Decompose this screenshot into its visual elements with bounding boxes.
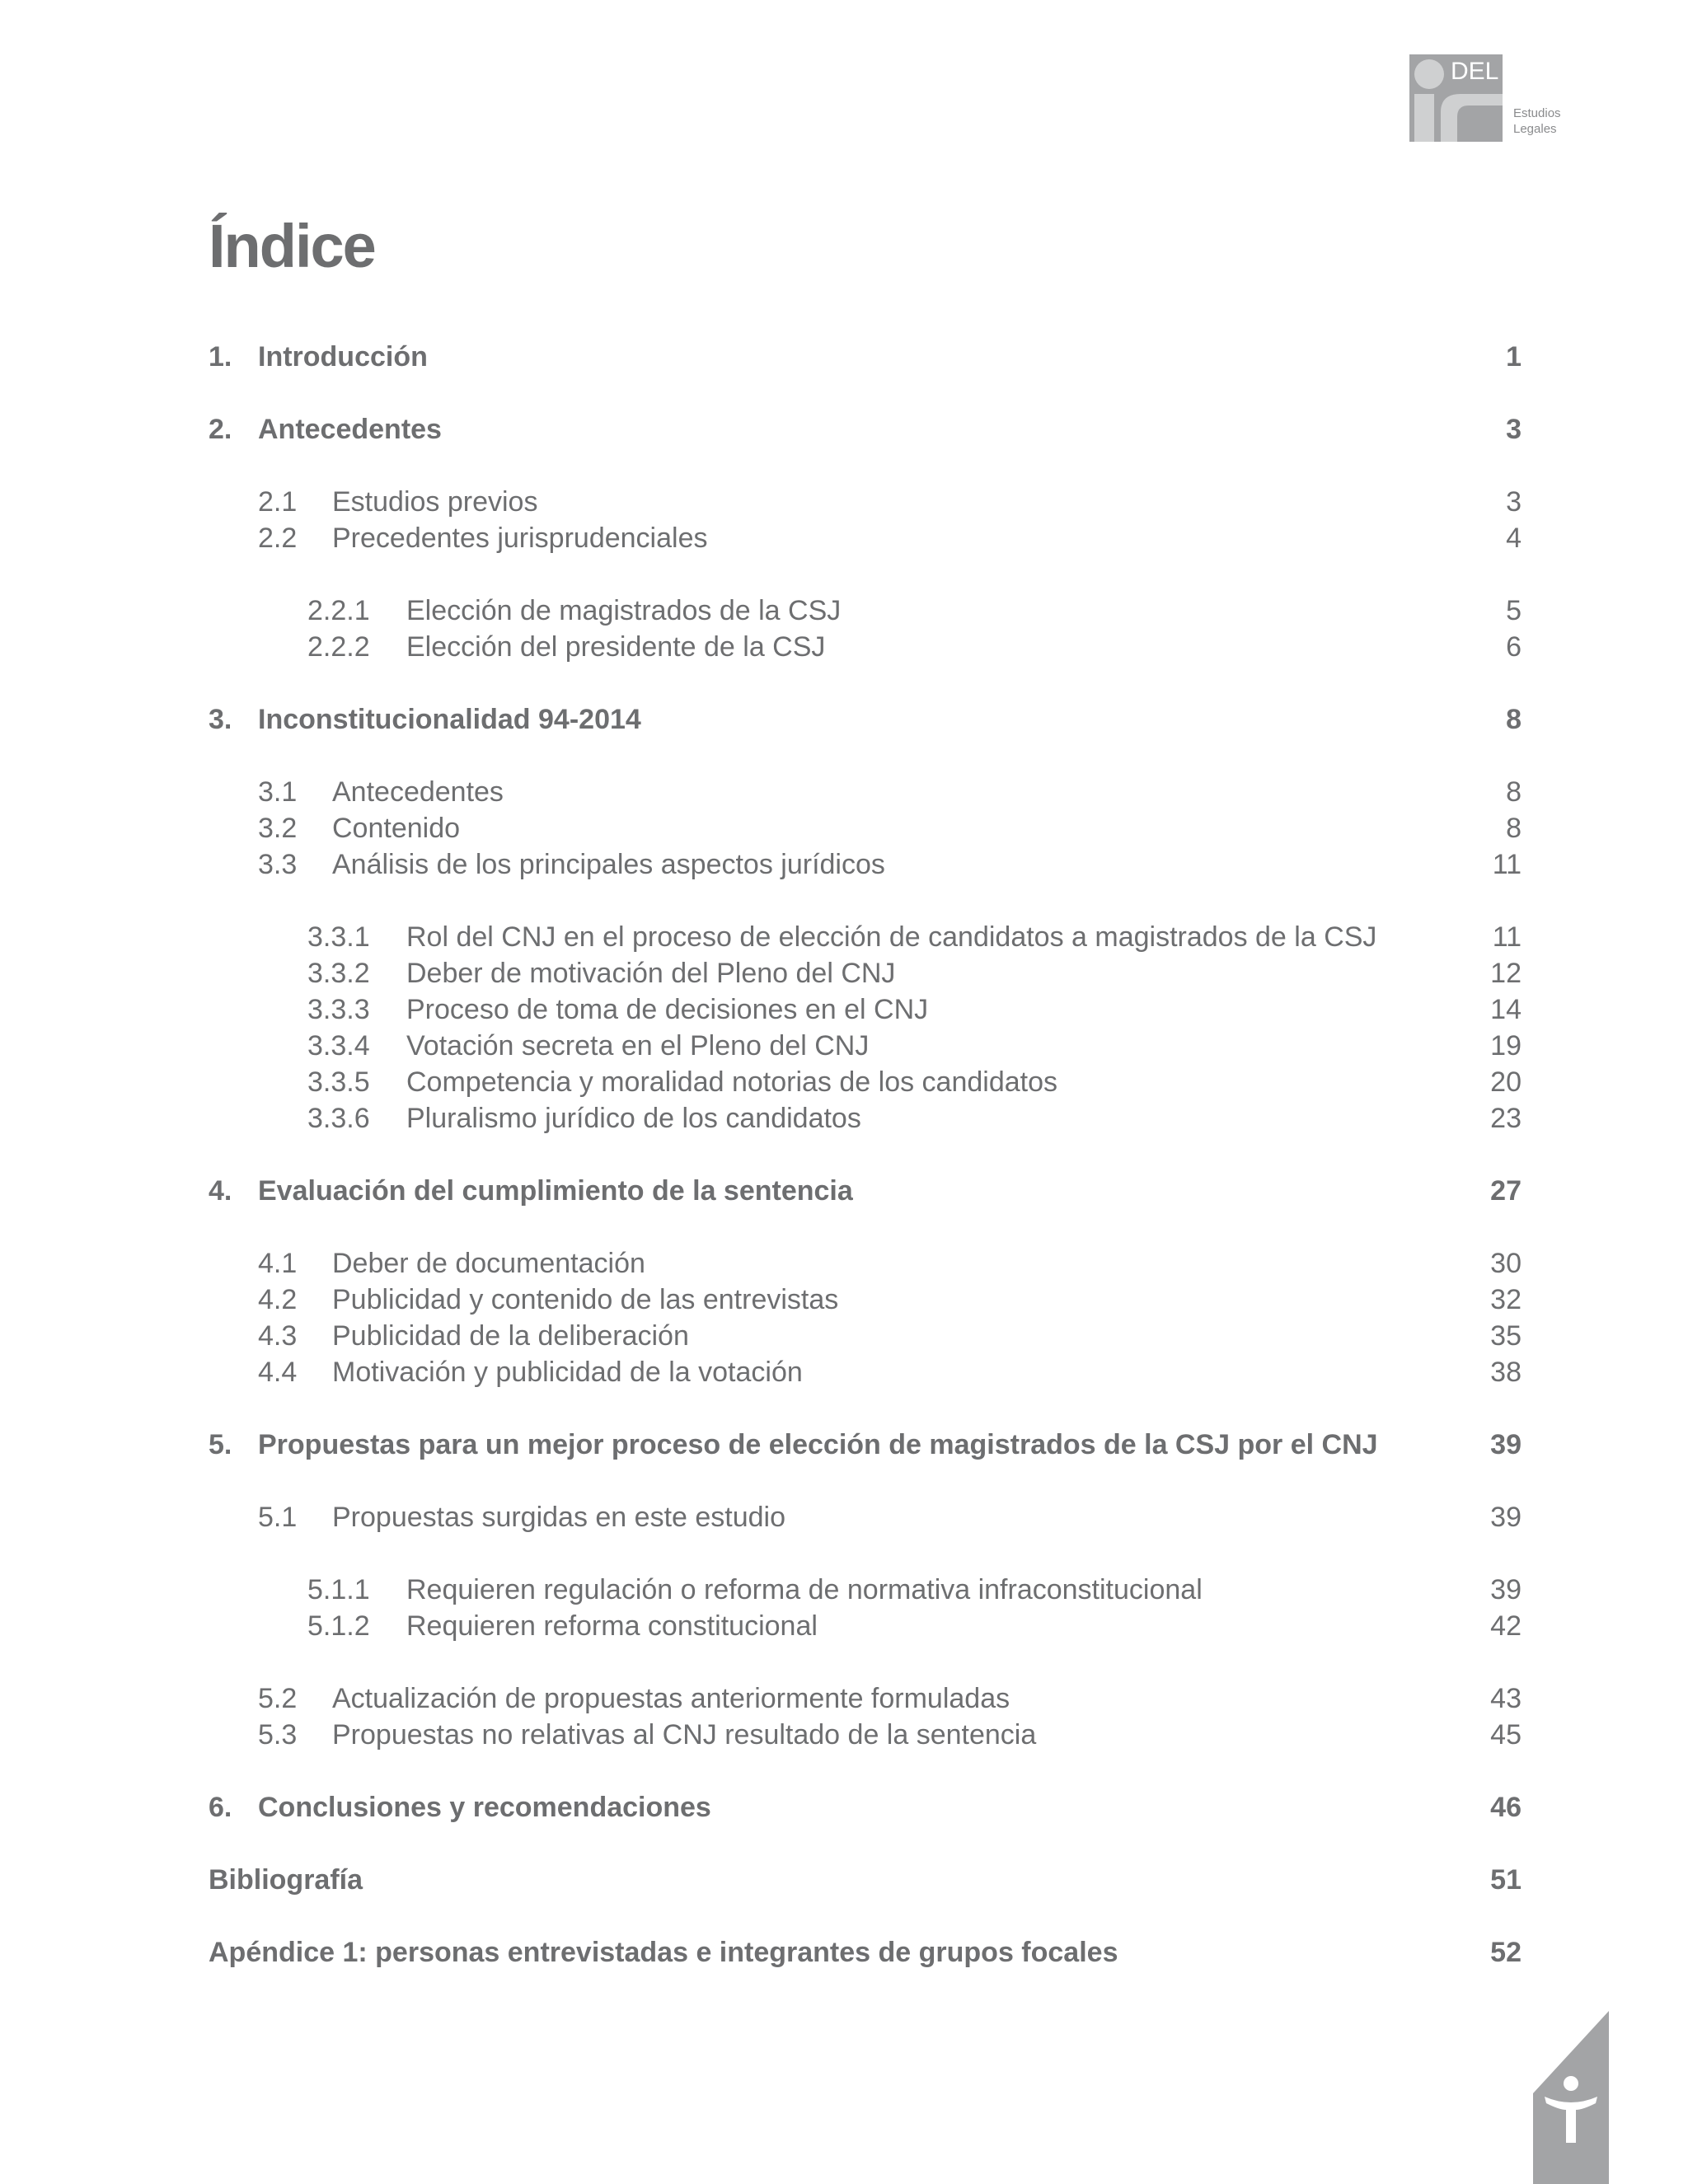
- toc-entry-page: 1: [1506, 341, 1522, 373]
- toc-entry-label: Evaluación del cumplimiento de la sentencia: [258, 1175, 853, 1207]
- toc-entry-label: Publicidad y contenido de las entrevistas: [332, 1284, 839, 1315]
- toc-entry-page: 8: [1506, 776, 1522, 808]
- toc-entry-number: 4.1: [258, 1248, 298, 1279]
- toc-entry-number: 3.2: [258, 813, 298, 844]
- toc-entry-page: 39: [1490, 1502, 1522, 1533]
- toc-entry-number: 1.: [209, 341, 232, 373]
- toc-entry-label: Precedentes jurisprudenciales: [332, 523, 708, 554]
- toc-entry-page: 23: [1490, 1103, 1522, 1134]
- toc-entry-label: Propuestas para un mejor proceso de elección de magistrados de la CSJ por el CNJ: [258, 1429, 1378, 1460]
- toc-entry-label: Rol del CNJ en el proceso de elección de candidatos a magistrados de la CSJ: [406, 921, 1377, 953]
- logo-text: DEL: [1451, 58, 1499, 85]
- toc-entry-label: Antecedentes: [258, 414, 442, 445]
- toc-entry-page: 12: [1490, 958, 1522, 989]
- toc-entry-number: 3.: [209, 704, 232, 735]
- toc-entry-label: Análisis de los principales aspectos jurídicos: [332, 849, 885, 880]
- toc-entry-page: 38: [1490, 1357, 1522, 1388]
- toc-entry-number: 6.: [209, 1792, 232, 1823]
- toc-entry-number: 5.2: [258, 1683, 298, 1714]
- toc-entry-number: 4.4: [258, 1357, 298, 1388]
- toc-entry-number: 3.3.2: [307, 958, 370, 989]
- toc-entry-number: 5.1: [258, 1502, 298, 1533]
- toc-entry-page: 46: [1490, 1792, 1522, 1823]
- toc-entry-label: Requieren reforma constitucional: [406, 1610, 818, 1642]
- toc-entry-number: 3.1: [258, 776, 298, 808]
- toc-entry-page: 39: [1490, 1429, 1522, 1460]
- toc-entry-label: Competencia y moralidad notorias de los candidatos: [406, 1066, 1058, 1098]
- toc-entry-page: 52: [1490, 1937, 1522, 1968]
- toc-entry-page: 14: [1490, 994, 1522, 1025]
- toc-entry-label: Votación secreta en el Pleno del CNJ: [406, 1030, 870, 1062]
- logo-subtitle: Estudios Legales: [1513, 106, 1561, 136]
- toc-entry-label: Motivación y publicidad de la votación: [332, 1357, 803, 1388]
- toc-entry-page: 8: [1506, 813, 1522, 844]
- toc-entry-label: Deber de motivación del Pleno del CNJ: [406, 958, 896, 989]
- toc-entry-number: 2.2.2: [307, 631, 370, 663]
- toc-entry-number: 2.: [209, 414, 232, 445]
- toc-entry-page: 51: [1490, 1864, 1522, 1896]
- toc-entry-page: 11: [1492, 921, 1522, 953]
- toc-entry-number: 4.: [209, 1175, 232, 1207]
- toc-entry-number: 3.3.3: [307, 994, 370, 1025]
- toc-entry-label: Estudios previos: [332, 486, 538, 518]
- toc-entry-label: Actualización de propuestas anteriormente formuladas: [332, 1683, 1010, 1714]
- toc-entry-number: 5.3: [258, 1719, 298, 1750]
- toc-entry-page: 8: [1506, 704, 1522, 735]
- toc-entry-page: 3: [1506, 414, 1522, 445]
- toc-entry-label: Elección de magistrados de la CSJ: [406, 595, 842, 626]
- toc-entry-label: Conclusiones y recomendaciones: [258, 1792, 711, 1823]
- toc-entry-number: 4.2: [258, 1284, 298, 1315]
- toc-entry-number: 2.2.1: [307, 595, 370, 626]
- toc-entry-page: 39: [1490, 1574, 1522, 1605]
- toc-entry-page: 45: [1490, 1719, 1522, 1750]
- toc-entry-number: 3.3.4: [307, 1030, 370, 1062]
- toc-entry-page: 6: [1506, 631, 1522, 663]
- toc-entry-page: 20: [1490, 1066, 1522, 1098]
- toc-entry-number: 5.: [209, 1429, 232, 1460]
- toc-entry-label: Publicidad de la deliberación: [332, 1320, 689, 1352]
- toc-entry-number: 2.2: [258, 523, 298, 554]
- toc-entry-label: Apéndice 1: personas entrevistadas e integrantes de grupos focales: [209, 1937, 1118, 1968]
- toc-entry-number: 3.3.1: [307, 921, 370, 953]
- toc-entry-number: 3.3.5: [307, 1066, 370, 1098]
- toc-entry-page: 11: [1492, 849, 1522, 880]
- toc-entry-page: 27: [1490, 1175, 1522, 1207]
- toc-entry-label: Inconstitucionalidad 94-2014: [258, 704, 641, 735]
- toc-entry-label: Introducción: [258, 341, 428, 373]
- toc-entry-page: 5: [1506, 595, 1522, 626]
- toc-entry-page: 19: [1490, 1030, 1522, 1062]
- toc-entry-number: 5.1.1: [307, 1574, 370, 1605]
- toc-entry-page: 43: [1490, 1683, 1522, 1714]
- page-title: Índice: [209, 212, 375, 280]
- toc-entry-page: 30: [1490, 1248, 1522, 1279]
- toc-entry-page: 35: [1490, 1320, 1522, 1352]
- toc-entry-label: Contenido: [332, 813, 461, 844]
- toc-entry-number: 4.3: [258, 1320, 298, 1352]
- toc-entry-label: Pluralismo jurídico de los candidatos: [406, 1103, 861, 1134]
- toc-entry-page: 4: [1506, 523, 1522, 554]
- toc-entry-label: Elección del presidente de la CSJ: [406, 631, 826, 663]
- toc-entry-label: Bibliografía: [209, 1864, 363, 1896]
- toc-entry-number: 3.3: [258, 849, 298, 880]
- toc-entry-number: 5.1.2: [307, 1610, 370, 1642]
- corner-tab: [1533, 2011, 1609, 2184]
- toc-entry-page: 3: [1506, 486, 1522, 518]
- toc-entry-number: 2.1: [258, 486, 298, 518]
- toc-entry-number: 3.3.6: [307, 1103, 370, 1134]
- toc-entry-label: Propuestas no relativas al CNJ resultado de la sentencia: [332, 1719, 1037, 1750]
- toc-entry-label: Propuestas surgidas en este estudio: [332, 1502, 786, 1533]
- toc-entry-label: Requieren regulación o reforma de normativa infraconstitucional: [406, 1574, 1203, 1605]
- toc-entry-label: Antecedentes: [332, 776, 504, 808]
- toc-entry-label: Proceso de toma de decisiones en el CNJ: [406, 994, 929, 1025]
- toc-entry-page: 42: [1490, 1610, 1522, 1642]
- toc-entry-page: 32: [1490, 1284, 1522, 1315]
- toc-entry-label: Deber de documentación: [332, 1248, 645, 1279]
